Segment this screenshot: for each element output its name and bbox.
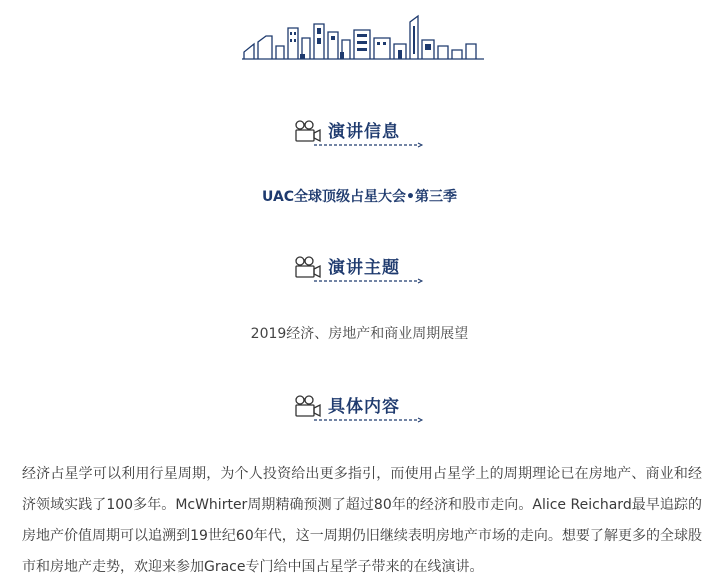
section-title: 演讲信息 — [328, 122, 400, 142]
section-title: 演讲主题 — [328, 258, 400, 278]
section-title: 具体内容 — [328, 397, 400, 417]
event-name: UAC全球顶级占星大会•第三季 — [262, 189, 457, 205]
section-header-info — [294, 117, 434, 151]
city-skyline-icon — [240, 14, 486, 62]
section-header-details — [294, 392, 434, 426]
content-paragraph: 经济占星学可以利用行星周期，为个人投资给出更多指引，而使用占星学上的周期理论已在房地产、商业和经济领域实践了100多年。McWhirter周期精确预测了超过80年的经济和股市走向。Alice Reichard最早追踪的房地产价值周期可以追溯到19世纪60年代，这一周期仍旧继续表明房地产市场的走向。想要了解更多的全球股市和房地产走势，欢迎来参加Grace专门给中国占星学子带来的在线演讲。 — [22, 466, 702, 575]
dashed-underline — [314, 417, 426, 423]
section-header-topic — [294, 253, 434, 287]
topic-text: 2019经济、房地产和商业周期展望 — [250, 326, 469, 342]
dashed-underline — [314, 142, 426, 148]
dashed-underline — [314, 278, 426, 284]
